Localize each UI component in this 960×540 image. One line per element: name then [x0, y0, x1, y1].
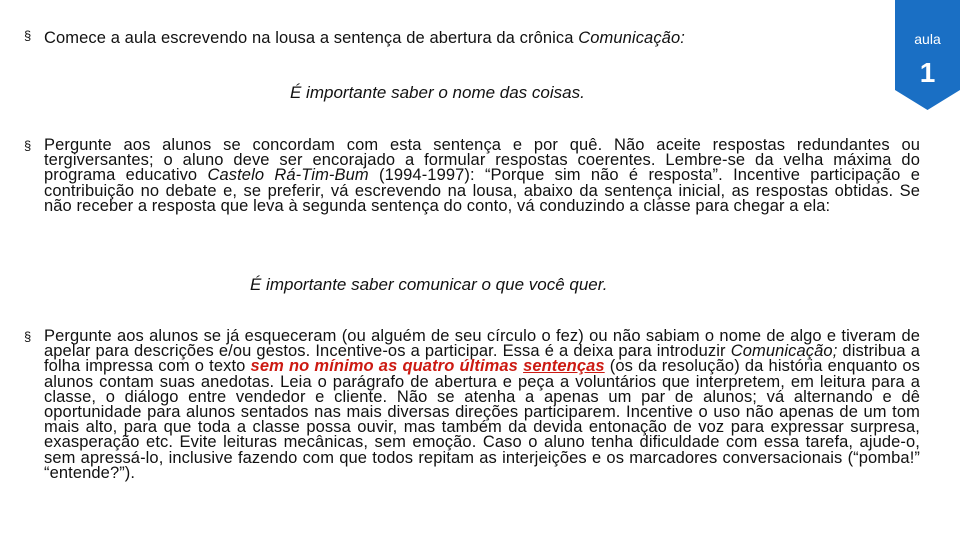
- bullet-text: [44, 329, 920, 481]
- highlight-text-underlined: sentenças: [523, 357, 605, 376]
- work-title: Comunicação;: [730, 342, 838, 361]
- text-span: (os da resolução) da história enquanto os alunos contam suas anedotas. Leia o parágrafo de abertura e peça a voluntários que interpretem, em leitura para a classe, o diálogo entre vendedor e cliente. Não se atenha a apenas um par de alunos; vá alternando e dê oportunidade para alunos sentados nas mais diversas direções participarem. Incentive o uso não apenas de um tom mais alto, para que toda a classe possa ouvir, mas também da devida entonação de voz para expressar surpresa, exasperação etc. Evite leituras mecânicas, sem emoção. Caso o aluno tenha dificuldade com essa tarefa, ajude-o, sem apressá-lo, inclusive fazendo com que todos repitam as interjeições e os marcadores conversacionais (“pomba!” “entende?”).: [44, 357, 920, 482]
- bullet-text: [44, 28, 920, 48]
- bullet-text: [44, 138, 920, 214]
- highlight-text: sem no mínimo as quatro últimas: [250, 357, 518, 376]
- badge-shape: [895, 0, 960, 110]
- work-title: Comunicação:: [578, 29, 685, 47]
- text-span: (1994-1997): “Porque sim não é resposta”. Incentive participação e contribuição no debate e, se preferir, vá escrevendo na lousa, abaixo da sentença inicial, as respostas obtidas. Se não receber a resposta que leva à segunda sentença do conto, vá conduzindo a classe para chegar a ela:: [44, 166, 920, 215]
- lesson-badge: [895, 0, 960, 110]
- text-span: Pergunte aos alunos se concordam com esta sentença e por quê. Não aceite respostas redundantes ou tergiversantes; o aluno deve ser encorajado a formular respostas coerentes. Lembre-se da velha máxima do programa educativo: [44, 136, 920, 185]
- opening-sentence: É importante saber o nome das coisas.: [290, 83, 585, 102]
- bullet-marker: §: [24, 329, 32, 344]
- bullet-item-2: [24, 138, 920, 214]
- second-sentence: É importante saber comunicar o que você quer.: [250, 275, 608, 294]
- badge-number: 1: [919, 57, 936, 88]
- bullet-marker: §: [24, 138, 32, 153]
- program-title: Castelo Rá-Tim-Bum: [207, 166, 369, 185]
- bullet-item-1: [24, 28, 920, 48]
- badge-label: aula: [914, 31, 941, 47]
- text-span: Comece a aula escrevendo na lousa a sentença de abertura da crônica: [44, 29, 579, 47]
- bullet-marker: §: [24, 28, 32, 43]
- text-span: distribua a folha impressa com o texto: [44, 342, 921, 376]
- bullet-item-3: [24, 329, 920, 481]
- text-span: Pergunte aos alunos se já esqueceram (ou alguém de seu círculo o fez) ou não sabiam o nome de algo e tiveram de apelar para descrições e/ou gestos. Incentive-os a participar. Essa é a deixa para introduzir: [44, 327, 920, 361]
